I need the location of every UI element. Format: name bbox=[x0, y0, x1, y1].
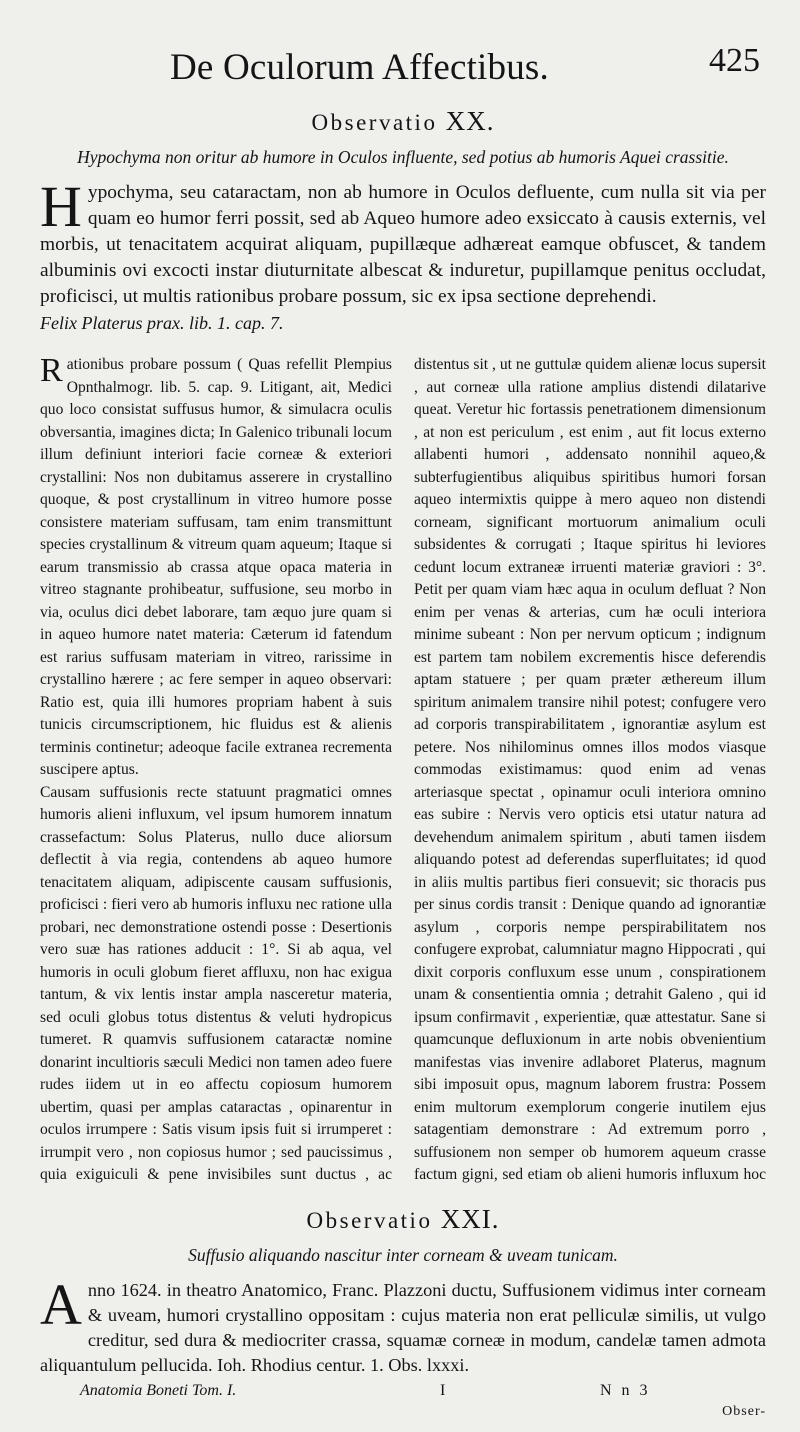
observation-label: Observatio bbox=[306, 1208, 433, 1233]
dropcap: R bbox=[40, 354, 63, 389]
observation-label: Observatio bbox=[311, 110, 438, 135]
observation-21-heading bbox=[40, 1204, 766, 1235]
signature-line: Anatomia Boneti Tom. I. bbox=[80, 1382, 237, 1399]
observation-20-subtitle: Hypochyma non oritur ab humore in Oculos influente, sed potius ab humoris Aquei crassitie. bbox=[77, 147, 729, 167]
page-footer bbox=[40, 1382, 766, 1419]
observation-number: XX. bbox=[445, 106, 495, 136]
observation-number: XXI. bbox=[440, 1204, 500, 1234]
dropcap: A bbox=[40, 1272, 82, 1337]
left-column bbox=[40, 354, 392, 1190]
observation-21-subtitle: Suffusio aliquando nascitur inter corneam & uveam tunicam. bbox=[188, 1245, 618, 1265]
paragraph-text: ationibus probare possum ( Quas refellit Plempius Opnthalmogr. lib. 5. cap. 9. Litigant, ait, Medici quo loco consistat suffusus humor, & simulacra oculis obversantia, imagines dicta; In Galenico tribunali locum illum definiunt interiori facie corneæ & exteriori crystallini: Nos non dubitamus asserere in crystallino quoque, & post crystallinum in vitreo humore posse consistere materiam suffusam, tam enim transmittunt species crystallinum & vitreum quam aqueum; Itaque si earum transmissio ab crassa atque opaca materia in vitreo stagnante prohibeatur, suffusione, seu morbo in via, oculus dici debet laborare, tam æquo jure quam si in aqueo humore natet materia: Cæterum id fatendum est rarius suffusam materiam in vitreo, rarissime in crystallino hærere ; ac fere semper in aqueo observari: Ratio est, quia illi humores propriam habent à suis tunicis circumscriptionem, hic fluidus est & alienis terminis continetur; adeoque facile extranea recrementa suscipere aptus. bbox=[40, 356, 392, 778]
running-title: De Oculorum Affectibus. bbox=[170, 47, 549, 88]
dropcap: H bbox=[40, 174, 82, 239]
catchword: Obser- bbox=[722, 1404, 766, 1419]
observation-21-paragraph bbox=[40, 1272, 766, 1378]
signature-mark: I bbox=[440, 1382, 446, 1399]
commentary-columns bbox=[40, 354, 766, 1190]
observation-20-lead-paragraph bbox=[40, 174, 766, 310]
paragraph-text: nno 1624. in theatro Anatomico, Franc. Plazzoni ductu, Suffusionem vidimus inter corneam & uveam, humori crystallino oppositam : cujus materia non erat pelliculæ similis, ut vulgo creditur, sed dura & mediocriter crassa, squamæ corneæ in modum, candelæ tamen admota aliquantulum pellucida. Ioh. Rhodius centur. 1. Obs. lxxxi. bbox=[40, 1280, 766, 1375]
observation-20-heading bbox=[40, 106, 766, 137]
citation: Felix Platerus prax. lib. 1. cap. 7. bbox=[40, 313, 284, 333]
right-column-paragraph-1: distentus sit , ut ne guttulæ quidem alienæ locus supersit , aut corneæ ulla ratione amplius distendi dilatarive queat. Veretur hic fortassis penetrationem dimensionum , at non est periculum , est enim , aut fit locus externo allabenti humori , addensato nonnihil aqueo,& subterfugientibus aliquibus spiritibus humori forsan aqueo intermixtis quippe à mero aqueo non distendi corneam, significant mortuorum animalium oculi subsidentes & corrugati ; Itaque spiritus hi leviores cedunt locum extraneæ irruenti materiæ graviori : 3°. Petit per quam viam hæc aqua in oculum defluat ? Non enim per venas & arterias, cum hæ oculi interiora minime subeant : Non per nervum opticum ; indignum est partem tam nobilem excrementis hisce deferendis aptam statuere ; per quam præter æthereum illum spiritum animalem transire nihil potest; confugere vero ad corporis transpirabilitatem , ignorantiæ asylum est petere. Nos nihilominus omnes illos modos viasque commodas existimamus: quod enim ad venas arteriasque spectat , opinamur oculi interiora omnino eas subire : Nervis vero opticis etsi utatur natura ad devehendum animalem spiritum , abuti tamen iisdem aliquando potest ad deferendas superfluitates; id quod in aliis multis partibus fieri consuevit; sic thoracis pus per sinus cordis transit : Denique quando ad ignorantiæ asylum , corporis nempe perspirabilitatem nos confugere exprobat, calumniatur magno Hippocrati , qui dixit corporis confluxum esse unum , conspirationem unam & consentientia omnia ; detrahit Galeno , qui id ipsum confirmavit , experientiæ, quæ attestatur. Sane si quamcunque defluxionum in arte nobis obvenientium manifestas vias invenire adlaboret Platerus, magnum sibi imposuit opus, magnum laborem frustra: Possem enim multorum exemplorum congerie inutilem ejus satagentiam demonstrare : Ad extremum porro , suffusionem non semper ob humorem aqueum crasse factum gigni, sed etiam ob alieni humoris influxum hoc bbox=[414, 356, 766, 1183]
lead-text: ypochyma, seu cataractam, non ab humore in Oculos defluente, cum nulla sit via per quam eo humor ferri possit, sed ab Aqueo humore adeo exsiccato à causis externis, vel morbis, ut tenacitatem acquirat aliquam, pupillæque adhæreat eamque obfuscet, & tandem albuminis ovi excocti instar diuturnitate albescat & induretur, pupillamque penitus occludat, proficisci, ut multis rationibus probare possum, sic ex ipsa sectione deprehendi. bbox=[40, 182, 766, 307]
left-column-paragraph-2: Causam suffusionis recte statuunt pragmatici omnes humoris alieni influxum, vel ipsum humorem innatum crassefactum: Solus Platerus, nullo duce aliorsum deflectit à via regia, contendens ab aqueo humore tenacitatem aliquam, adipiscente causam suffusionis, proficisci : fieri vero ab humoris influxu nec ratione ulla probari, nec demonstratione ostendi posse : Desertionis vero suæ has rationes adducit : 1°. Si ab aqua, vel humoris in oculi globum fieret affluxu, non hac exigua tantum, & vix lentis instar ampla nasceretur materia, sed oculi globus totus distentus & veluti hydropicus tumeret. R quamvis suffusionem cataractæ nomine donarint incultioris sæculi Medici non tamen adeo fuere rudes iidem ut in eo affectu copiosum humorem ubertim, quasi per amplas cataractas , opinarentur in oculos irrumpere : Satis visum ipsis fuit si irrumperet : irrumpit vero , non copiosus humor ; sed paucissimus , quia exiguiculi & pene invisibiles sunt ductus , ac bbox=[40, 783, 392, 1183]
right-column bbox=[414, 354, 766, 1190]
left-column-paragraph-1 bbox=[40, 354, 392, 782]
page-header bbox=[40, 40, 766, 96]
signature-mark-nn3: N n 3 bbox=[600, 1382, 651, 1399]
page-number: 425 bbox=[709, 42, 760, 79]
